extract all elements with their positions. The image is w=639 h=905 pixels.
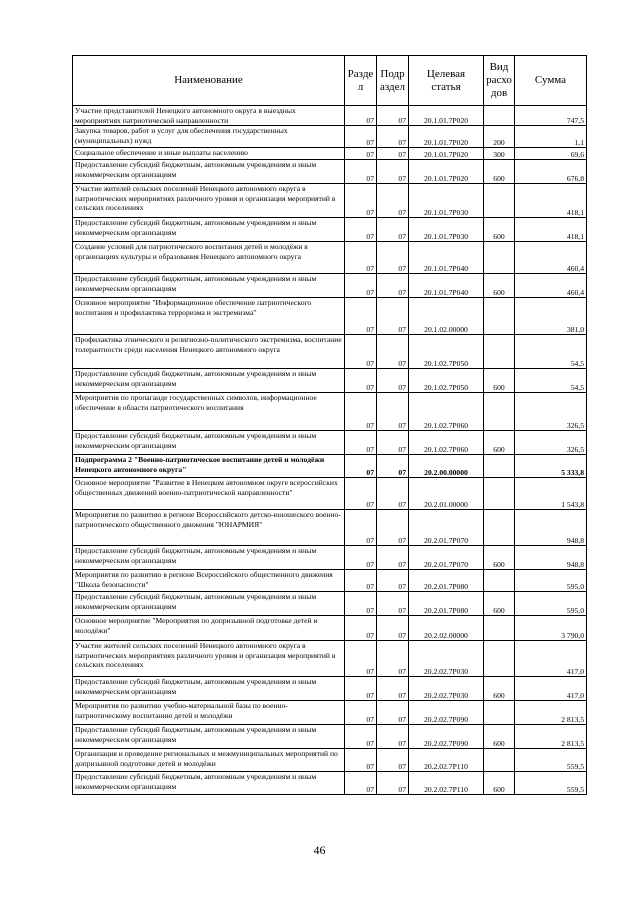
row-podrazdel-cell: 07 [377, 455, 409, 478]
header-sum: Сумма [515, 56, 587, 106]
row-name-cell: Предоставление субсидий бюджетным, автономным учреждениям и иным некоммерческим организациям [73, 274, 345, 298]
row-sum-cell: 595,0 [515, 570, 587, 592]
table-row [73, 335, 587, 369]
row-vid-cell: 300 [484, 148, 515, 160]
row-article-cell: 20.2.01.7Р080 [409, 592, 484, 616]
table-row [73, 106, 587, 126]
row-podrazdel-cell: 07 [377, 725, 409, 749]
row-razdel-cell: 07 [345, 701, 377, 725]
row-name-cell: Предоставление субсидий бюджетным, автономным учреждениям и иным некоммерческим организациям [73, 546, 345, 570]
row-podrazdel-cell: 07 [377, 369, 409, 393]
table-row [73, 431, 587, 455]
table-row [73, 616, 587, 641]
row-sum-cell: 5 333,8 [515, 455, 587, 478]
row-sum-cell: 460,4 [515, 242, 587, 274]
row-razdel-cell: 07 [345, 772, 377, 795]
row-razdel-cell: 07 [345, 106, 377, 126]
row-podrazdel-cell: 07 [377, 641, 409, 677]
row-article-cell: 20.1.01.7Р040 [409, 242, 484, 274]
row-vid-cell [484, 749, 515, 772]
row-sum-cell: 418,1 [515, 218, 587, 242]
row-vid-cell: 600 [484, 369, 515, 393]
row-article-cell: 20.2.01.7Р070 [409, 546, 484, 570]
row-name-cell: Подпрограмма 2 "Военно-патриотическое воспитание детей и молодёжи Ненецкого автономного округа" [73, 455, 345, 478]
row-article-cell: 20.1.02.7Р060 [409, 431, 484, 455]
row-article-cell: 20.2.02.00000 [409, 616, 484, 641]
row-article-cell: 20.1.01.7Р030 [409, 218, 484, 242]
row-article-cell: 20.1.02.7Р060 [409, 393, 484, 431]
table-row [73, 298, 587, 335]
row-vid-cell: 600 [484, 160, 515, 184]
row-podrazdel-cell: 07 [377, 570, 409, 592]
row-razdel-cell: 07 [345, 570, 377, 592]
row-article-cell: 20.1.01.7Р040 [409, 274, 484, 298]
row-podrazdel-cell: 07 [377, 242, 409, 274]
row-name-cell: Участие представителей Ненецкого автономного округа в выездных мероприятиях патриотической направленности [73, 106, 345, 126]
row-sum-cell: 676,8 [515, 160, 587, 184]
row-razdel-cell: 07 [345, 510, 377, 546]
row-razdel-cell: 07 [345, 749, 377, 772]
row-sum-cell: 418,1 [515, 184, 587, 218]
row-razdel-cell: 07 [345, 335, 377, 369]
row-vid-cell [484, 570, 515, 592]
table-row [73, 701, 587, 725]
budget-table-wrapper [72, 55, 586, 795]
row-podrazdel-cell: 07 [377, 148, 409, 160]
row-name-cell: Предоставление субсидий бюджетным, автономным учреждениям и иным некоммерческим организациям [73, 592, 345, 616]
row-article-cell: 20.2.02.7Р090 [409, 725, 484, 749]
row-vid-cell: 600 [484, 592, 515, 616]
table-row [73, 641, 587, 677]
header-vid: Вид расхо дов [484, 56, 515, 106]
row-article-cell: 20.1.02.00000 [409, 298, 484, 335]
row-razdel-cell: 07 [345, 592, 377, 616]
row-podrazdel-cell: 07 [377, 298, 409, 335]
row-podrazdel-cell: 07 [377, 184, 409, 218]
row-vid-cell: 600 [484, 431, 515, 455]
row-sum-cell: 1,1 [515, 126, 587, 148]
row-podrazdel-cell: 07 [377, 616, 409, 641]
row-razdel-cell: 07 [345, 218, 377, 242]
row-sum-cell: 381,0 [515, 298, 587, 335]
budget-table [72, 55, 587, 795]
table-row [73, 570, 587, 592]
row-podrazdel-cell: 07 [377, 510, 409, 546]
row-sum-cell: 747,5 [515, 106, 587, 126]
row-podrazdel-cell: 07 [377, 274, 409, 298]
table-body [73, 106, 587, 795]
row-article-cell: 20.1.01.7Р030 [409, 184, 484, 218]
row-razdel-cell: 07 [345, 126, 377, 148]
row-razdel-cell: 07 [345, 677, 377, 701]
row-razdel-cell: 07 [345, 160, 377, 184]
row-sum-cell: 2 813,5 [515, 725, 587, 749]
row-podrazdel-cell: 07 [377, 701, 409, 725]
row-razdel-cell: 07 [345, 641, 377, 677]
row-razdel-cell: 07 [345, 298, 377, 335]
row-name-cell: Основное мероприятие "Мероприятия по допризывной подготовке детей и молодёжи" [73, 616, 345, 641]
row-vid-cell [484, 298, 515, 335]
row-article-cell: 20.1.01.7Р020 [409, 160, 484, 184]
table-row [73, 677, 587, 701]
table-row [73, 592, 587, 616]
row-name-cell: Участие жителей сельских поселений Ненецкого автономного округа в патриотических мероприятиях различного уровня и организация мероприятий в сельских поселениях [73, 184, 345, 218]
row-vid-cell [484, 701, 515, 725]
row-sum-cell: 1 543,8 [515, 478, 587, 510]
row-sum-cell: 54,5 [515, 369, 587, 393]
row-name-cell: Предоставление субсидий бюджетным, автономным учреждениям и иным некоммерческим организациям [73, 677, 345, 701]
table-row [73, 546, 587, 570]
row-name-cell: Мероприятия по развитию в регионе Всероссийского детско-юношеского военно-патриотического общественного движения "ЮНАРМИЯ" [73, 510, 345, 546]
row-vid-cell: 600 [484, 772, 515, 795]
row-vid-cell: 600 [484, 274, 515, 298]
header-article: Целевая статья [409, 56, 484, 106]
row-name-cell: Предоставление субсидий бюджетным, автономным учреждениям и иным некоммерческим организациям [73, 725, 345, 749]
row-name-cell: Социальное обеспечение и иные выплаты населению [73, 148, 345, 160]
row-name-cell: Основное мероприятие "Информационное обеспечение патриотического воспитания и профилактика терроризма и экстремизма" [73, 298, 345, 335]
row-name-cell: Профилактика этнического и религиозно-политического экстремизма, воспитание толерантности среди населения Ненецкого автономного округа [73, 335, 345, 369]
row-vid-cell [484, 478, 515, 510]
row-article-cell: 20.2.01.00000 [409, 478, 484, 510]
header-razdel: Разде л [345, 56, 377, 106]
row-vid-cell [484, 641, 515, 677]
table-row [73, 393, 587, 431]
row-razdel-cell: 07 [345, 184, 377, 218]
row-vid-cell: 600 [484, 677, 515, 701]
row-sum-cell: 417,0 [515, 641, 587, 677]
row-name-cell: Предоставление субсидий бюджетным, автономным учреждениям и иным некоммерческим организациям [73, 431, 345, 455]
row-razdel-cell: 07 [345, 725, 377, 749]
row-name-cell: Предоставление субсидий бюджетным, автономным учреждениям и иным некоммерческим организациям [73, 369, 345, 393]
row-name-cell: Участие жителей сельских поселений Ненецкого автономного округа в патриотических мероприятиях различного уровня и организация мероприятий в сельских поселениях [73, 641, 345, 677]
row-article-cell: 20.2.02.7Р110 [409, 749, 484, 772]
table-row [73, 274, 587, 298]
row-razdel-cell: 07 [345, 148, 377, 160]
row-sum-cell: 595,0 [515, 592, 587, 616]
row-article-cell: 20.1.01.7Р020 [409, 148, 484, 160]
row-vid-cell [484, 242, 515, 274]
row-podrazdel-cell: 07 [377, 160, 409, 184]
row-sum-cell: 54,5 [515, 335, 587, 369]
row-article-cell: 20.2.02.7Р090 [409, 701, 484, 725]
header-name: Наименование [73, 56, 345, 106]
row-razdel-cell: 07 [345, 242, 377, 274]
row-razdel-cell: 07 [345, 369, 377, 393]
row-name-cell: Предоставление субсидий бюджетным, автономным учреждениям и иным некоммерческим организациям [73, 772, 345, 795]
row-razdel-cell: 07 [345, 431, 377, 455]
row-name-cell: Предоставление субсидий бюджетным, автономным учреждениям и иным некоммерческим организациям [73, 218, 345, 242]
row-sum-cell: 69,6 [515, 148, 587, 160]
row-sum-cell: 460,4 [515, 274, 587, 298]
table-row [73, 455, 587, 478]
row-name-cell: Предоставление субсидий бюджетным, автономным учреждениям и иным некоммерческим организациям [73, 160, 345, 184]
row-vid-cell [484, 455, 515, 478]
row-article-cell: 20.2.00.00000 [409, 455, 484, 478]
row-name-cell: Мероприятия по развитию в регионе Всероссийского общественного движения "Школа безопасности" [73, 570, 345, 592]
row-article-cell: 20.2.02.7Р030 [409, 641, 484, 677]
row-name-cell: Организация и проведение региональных и межмуниципальных мероприятий по допризывной подготовке детей и молодёжи [73, 749, 345, 772]
row-razdel-cell: 07 [345, 455, 377, 478]
row-vid-cell [484, 184, 515, 218]
row-sum-cell: 2 813,5 [515, 701, 587, 725]
row-vid-cell [484, 616, 515, 641]
row-name-cell: Мероприятия по развитию учебно-материальной базы по военно-патриотическому воспитанию детей и молодёжи [73, 701, 345, 725]
row-article-cell: 20.1.01.7Р020 [409, 106, 484, 126]
row-article-cell: 20.2.01.7Р080 [409, 570, 484, 592]
header-podrazdel: Подр аздел [377, 56, 409, 106]
row-article-cell: 20.1.01.7Р020 [409, 126, 484, 148]
row-razdel-cell: 07 [345, 546, 377, 570]
row-vid-cell [484, 510, 515, 546]
row-article-cell: 20.1.02.7Р050 [409, 335, 484, 369]
row-podrazdel-cell: 07 [377, 393, 409, 431]
table-header-row [73, 56, 587, 106]
table-row [73, 126, 587, 148]
row-podrazdel-cell: 07 [377, 677, 409, 701]
table-row [73, 478, 587, 510]
row-vid-cell: 600 [484, 218, 515, 242]
table-row [73, 510, 587, 546]
row-article-cell: 20.1.02.7Р050 [409, 369, 484, 393]
row-podrazdel-cell: 07 [377, 335, 409, 369]
table-row [73, 184, 587, 218]
row-vid-cell: 600 [484, 546, 515, 570]
row-sum-cell: 559,5 [515, 749, 587, 772]
row-podrazdel-cell: 07 [377, 126, 409, 148]
row-podrazdel-cell: 07 [377, 218, 409, 242]
table-row [73, 749, 587, 772]
row-vid-cell: 200 [484, 126, 515, 148]
row-razdel-cell: 07 [345, 616, 377, 641]
table-row [73, 772, 587, 795]
row-sum-cell: 326,5 [515, 393, 587, 431]
table-row [73, 242, 587, 274]
row-name-cell: Основное мероприятие "Развитие в Ненецком автономном округе всероссийских общественных движений военно-патриотической направленности" [73, 478, 345, 510]
row-podrazdel-cell: 07 [377, 431, 409, 455]
row-vid-cell [484, 335, 515, 369]
row-podrazdel-cell: 07 [377, 106, 409, 126]
row-razdel-cell: 07 [345, 478, 377, 510]
row-podrazdel-cell: 07 [377, 546, 409, 570]
row-podrazdel-cell: 07 [377, 478, 409, 510]
row-vid-cell: 600 [484, 725, 515, 749]
row-name-cell: Создание условий для патриотического воспитания детей и молодёжи в организациях культуры и образования Ненецкого автономного округа [73, 242, 345, 274]
table-row [73, 725, 587, 749]
row-sum-cell: 3 790,0 [515, 616, 587, 641]
table-row [73, 160, 587, 184]
page-number: 46 [313, 843, 326, 857]
row-sum-cell: 948,8 [515, 510, 587, 546]
row-name-cell: Мероприятия по пропаганде государственных символов, информационное обеспечение в области патриотического воспитания [73, 393, 345, 431]
row-sum-cell: 326,5 [515, 431, 587, 455]
row-name-cell: Закупка товаров, работ и услуг для обеспечения государственных (муниципальных) нужд [73, 126, 345, 148]
table-row [73, 369, 587, 393]
row-razdel-cell: 07 [345, 274, 377, 298]
row-vid-cell [484, 106, 515, 126]
row-podrazdel-cell: 07 [377, 592, 409, 616]
row-podrazdel-cell: 07 [377, 749, 409, 772]
row-sum-cell: 417,0 [515, 677, 587, 701]
row-podrazdel-cell: 07 [377, 772, 409, 795]
table-row [73, 148, 587, 160]
row-article-cell: 20.2.01.7Р070 [409, 510, 484, 546]
row-sum-cell: 559,5 [515, 772, 587, 795]
row-razdel-cell: 07 [345, 393, 377, 431]
row-article-cell: 20.2.02.7Р110 [409, 772, 484, 795]
row-sum-cell: 948,8 [515, 546, 587, 570]
table-row [73, 218, 587, 242]
row-article-cell: 20.2.02.7Р030 [409, 677, 484, 701]
row-vid-cell [484, 393, 515, 431]
